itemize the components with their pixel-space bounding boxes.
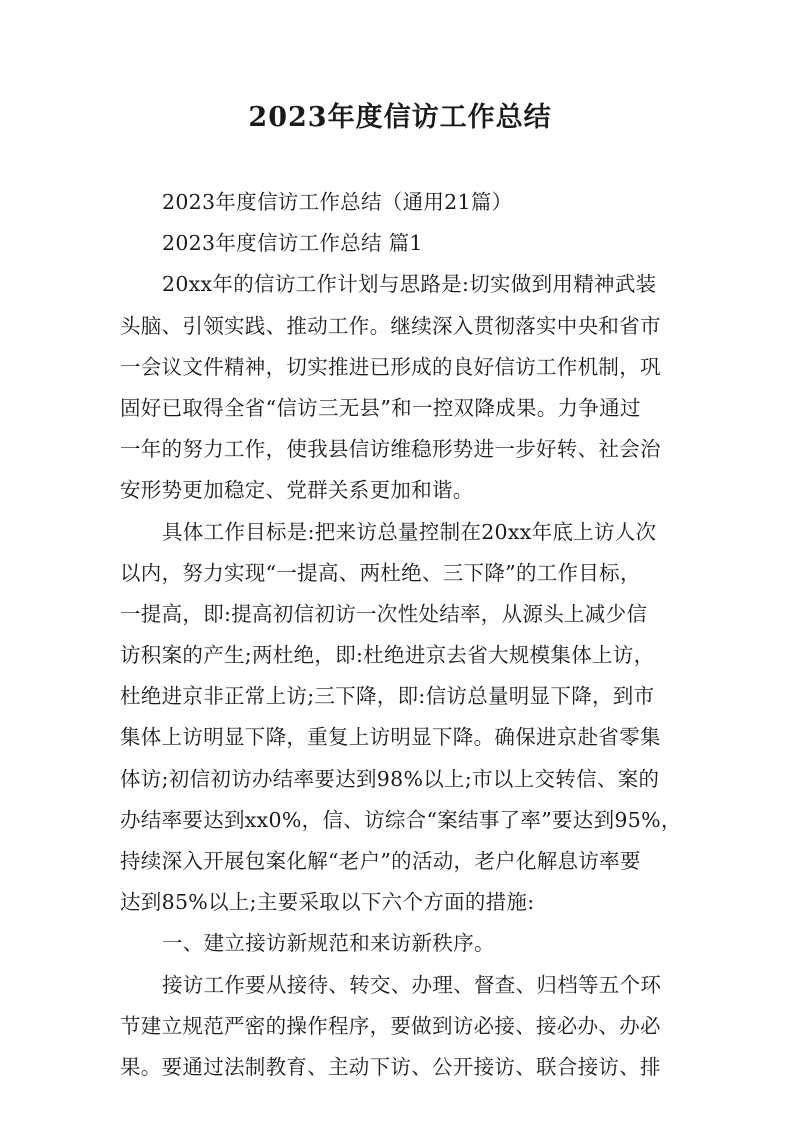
body-line: 具体工作目标是:把来访总量控制在20xx年底上访人次: [162, 519, 657, 544]
body-line: 一、建立接访新规范和来访新秩序。: [162, 931, 495, 956]
body-line: 果。要通过法制教育、主动下访、公开接访、联合接访、排: [120, 1054, 661, 1079]
body-line: 办结率要达到xx0%，信、访综合“案结事了率”要达到95%，: [120, 807, 682, 832]
body-line: 安形势更加稳定、党群关系更加和谐。: [120, 478, 474, 503]
document-title: 2023年度信访工作总结: [248, 102, 552, 133]
body-line: 持续深入开展包案化解“老户”的活动，老户化解息访率要: [120, 849, 641, 873]
body-line: 2023年度信访工作总结 篇1: [162, 231, 423, 256]
body-line: 体访;初信初访办结率要达到98%以上;市以上交转信、案的: [120, 766, 660, 791]
body-line: 访积案的产生;两杜绝，即:杜绝进京去省大规模集体上访，: [120, 643, 655, 668]
body-line: 一提高，即:提高初信初访一次性处结率，从源头上减少信: [120, 601, 648, 626]
body-line: 以内，努力实现“一提高、两杜绝、三下降”的工作目标，: [120, 560, 641, 585]
body-line: 集体上访明显下降，重复上访明显下降。确保进京赴省零集: [120, 725, 661, 750]
body-line: 达到85%以上;主要采取以下六个方面的措施:: [120, 890, 535, 915]
body-line: 2023年度信访工作总结（通用21篇）: [162, 190, 513, 214]
body-line: 杜绝进京非正常上访;三下降，即:信访总量明显下降，到市: [120, 684, 655, 709]
body-line: 头脑、引领实践、推动工作。继续深入贯彻落实中央和省市: [120, 313, 661, 338]
body-line: 固好已取得全省“信访三无县”和一控双降成果。力争通过: [120, 395, 641, 420]
body-line: 一会议文件精神，切实推进已形成的良好信访工作机制，巩: [120, 354, 661, 379]
document-body: [120, 182, 690, 1088]
body-line: 接访工作要从接待、转交、办理、督查、归档等五个环: [162, 972, 662, 997]
body-line: 一年的努力工作，使我县信访维稳形势进一步好转、社会治: [120, 437, 661, 462]
body-line: 节建立规范严密的操作程序，要做到访必接、接必办、办必: [120, 1013, 661, 1038]
body-line: 20xx年的信访工作计划与思路是:切实做到用精神武装: [162, 272, 657, 297]
